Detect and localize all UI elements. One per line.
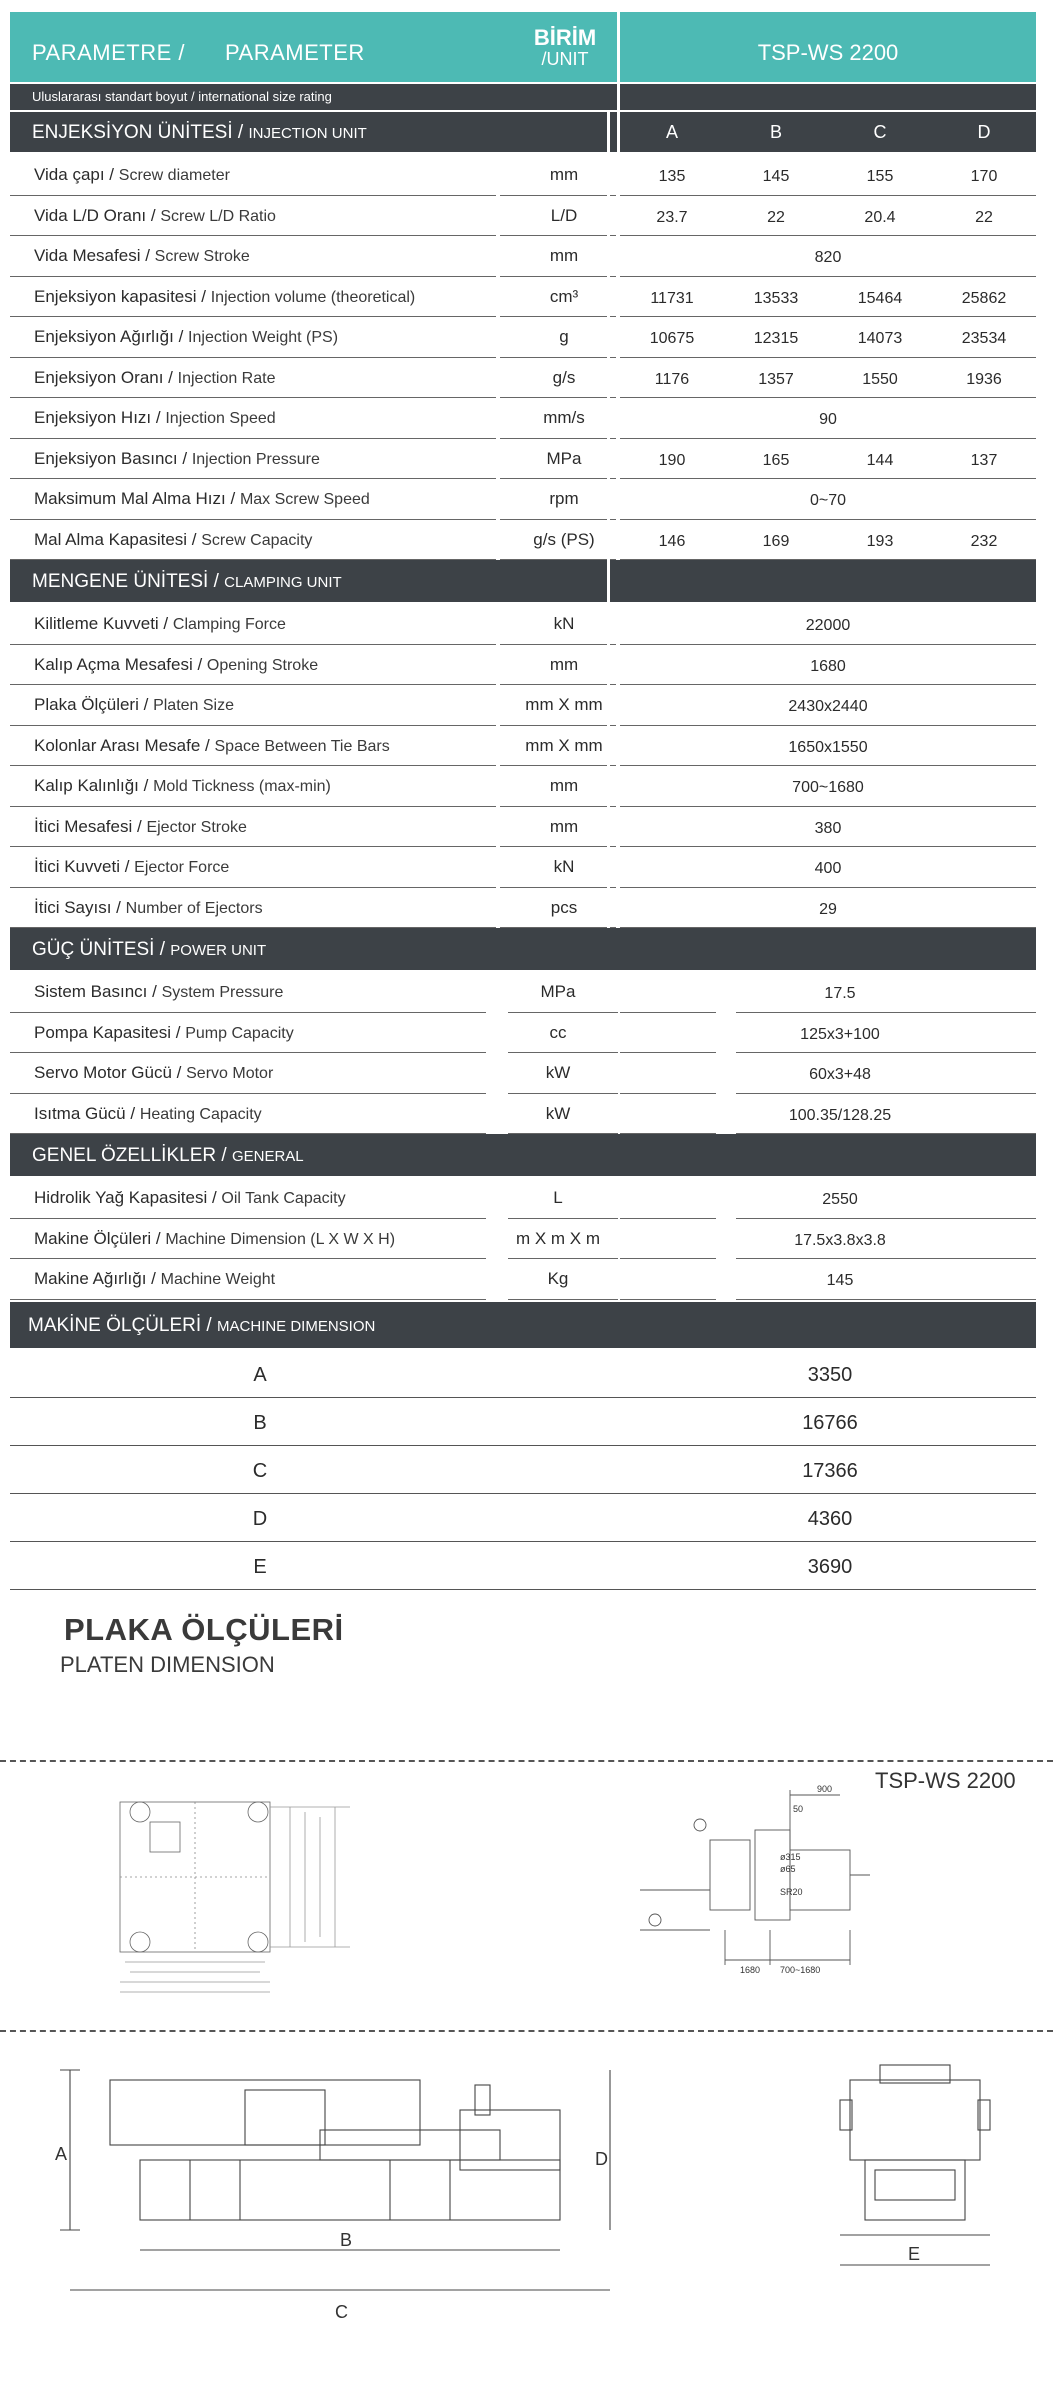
unit-value: mm/s xyxy=(543,408,585,427)
param-label-en: Machine Dimension (L X W X H) xyxy=(165,1230,396,1248)
dimension-row xyxy=(10,1398,1036,1446)
param-label xyxy=(34,736,390,756)
param-label xyxy=(34,982,283,1002)
spec-value: 145 xyxy=(826,1272,854,1289)
param-label xyxy=(34,287,415,307)
general-title-tr: GENEL ÖZELLİKLER / xyxy=(32,1145,227,1166)
spec-row xyxy=(10,685,1036,726)
spec-value: 137 xyxy=(970,451,998,469)
label-700: 700~1680 xyxy=(780,1965,821,1975)
param-label xyxy=(34,165,230,185)
param-label-en: Injection Speed xyxy=(165,410,276,427)
unit-value: mm xyxy=(549,165,579,184)
param-label-tr: Enjeksiyon Basıncı / xyxy=(34,448,188,468)
unit-header xyxy=(515,25,615,69)
param-header xyxy=(32,40,365,66)
param-label-tr: Plaka Ölçüleri / xyxy=(34,695,149,714)
spec-value: 23.7 xyxy=(656,208,688,226)
param-label-tr: Kilitleme Kuvveti / xyxy=(34,614,169,633)
spec-row xyxy=(10,1053,1036,1094)
unit-value: g/s xyxy=(552,367,576,387)
unit-value: kW xyxy=(545,1103,571,1123)
unit-value: g/s (PS) xyxy=(533,529,595,549)
section-injection xyxy=(10,112,1036,152)
spec-row xyxy=(10,196,1036,237)
spec-row xyxy=(10,1094,1036,1135)
spec-row xyxy=(10,726,1036,767)
spec-row xyxy=(10,972,1036,1013)
param-label-en: Opening Stroke xyxy=(206,656,319,674)
param-label-tr: Servo Motor Gücü / xyxy=(34,1063,182,1082)
spec-value: 1680 xyxy=(810,657,846,675)
unit-value: cm³ xyxy=(549,286,579,306)
unit-value: mm xyxy=(549,654,579,674)
spec-value: 100.35/128.25 xyxy=(788,1106,892,1124)
spec-value: 13533 xyxy=(753,289,799,307)
section-clamping xyxy=(10,560,1036,602)
spec-value: 400 xyxy=(814,860,842,877)
spec-value: 820 xyxy=(814,249,842,266)
dim-label-c: C xyxy=(335,2302,348,2322)
spec-row xyxy=(10,479,1036,520)
param-label-en: Injection volume (theoretical) xyxy=(210,288,416,306)
param-label xyxy=(34,776,331,796)
param-label-tr: Enjeksiyon Ağırlığı / xyxy=(34,327,184,346)
clamping-title-tr: MENGENE ÜNİTESİ / xyxy=(32,571,219,592)
machine-side-drawing xyxy=(50,2060,630,2340)
spec-row xyxy=(10,439,1036,480)
dimension-key: C xyxy=(252,1460,268,1482)
spec-value: 1357 xyxy=(758,370,794,388)
clamping-title-en: CLAMPING UNIT xyxy=(224,574,342,591)
spec-value: 380 xyxy=(814,819,842,837)
spec-row xyxy=(10,277,1036,318)
spec-row xyxy=(10,155,1036,196)
unit-value: mm xyxy=(549,246,579,265)
unit-value: mm X mm xyxy=(525,735,603,755)
spec-value: 22 xyxy=(767,208,785,226)
param-label xyxy=(34,1023,294,1043)
param-label-en: Screw Capacity xyxy=(201,531,313,549)
dimension-row xyxy=(10,1542,1036,1590)
spec-row xyxy=(10,1178,1036,1219)
param-label-en: Heating Capacity xyxy=(139,1105,262,1123)
spec-value: 22 xyxy=(975,208,993,226)
machine-dimension-title-tr: MAKİNE ÖLÇÜLERİ / xyxy=(28,1315,212,1336)
param-label-en: Screw diameter xyxy=(118,167,230,184)
param-label-en: System Pressure xyxy=(161,984,284,1001)
param-label-en: Servo Motor xyxy=(186,1065,274,1082)
power-title-tr: GÜÇ ÜNİTESİ / xyxy=(32,939,166,960)
param-label xyxy=(34,1229,395,1249)
spec-value: 14073 xyxy=(857,330,903,347)
unit-value: cc xyxy=(549,1022,567,1042)
spec-value: 1650x1550 xyxy=(788,738,868,756)
param-tr: PARAMETRE / xyxy=(32,40,186,65)
spec-row xyxy=(10,398,1036,439)
spec-value: 169 xyxy=(762,532,790,550)
label-sr20: SR20 xyxy=(780,1887,803,1897)
label-1680: 1680 xyxy=(740,1965,761,1975)
param-label-tr: Kalıp Açma Mesafesi / xyxy=(34,654,203,674)
dim-label-e: E xyxy=(908,2244,921,2264)
param-label-tr: İtici Sayısı / xyxy=(34,897,121,917)
spec-value: 165 xyxy=(762,451,790,469)
spec-value: 22000 xyxy=(805,617,851,634)
spec-value: 11731 xyxy=(650,289,694,307)
dimension-value: 17366 xyxy=(802,1460,858,1482)
param-label-tr: Vida çapı / xyxy=(34,165,115,184)
table-header xyxy=(10,12,1036,82)
param-label-tr: Isıtma Gücü / xyxy=(34,1103,136,1123)
divider xyxy=(0,2030,1053,2032)
spec-row xyxy=(10,1219,1036,1260)
unit-value: L/D xyxy=(550,205,578,225)
param-label xyxy=(34,1269,275,1289)
param-label-en: Injection Rate xyxy=(177,369,276,387)
spec-value: 0~70 xyxy=(809,492,847,509)
param-label-en: Clamping Force xyxy=(172,616,286,633)
spec-value: 25862 xyxy=(961,289,1007,307)
spec-value: 144 xyxy=(866,451,894,469)
param-label xyxy=(34,655,318,675)
param-label-tr: Sistem Basıncı / xyxy=(34,982,157,1001)
param-label-en: Machine Weight xyxy=(160,1271,276,1288)
spec-value: 15464 xyxy=(857,289,903,307)
param-label xyxy=(34,327,338,347)
spec-value: 193 xyxy=(866,532,894,550)
unit-value: mm X mm xyxy=(525,695,603,714)
machine-front-drawing xyxy=(820,2060,1010,2330)
param-label-en: Oil Tank Capacity xyxy=(221,1190,346,1207)
param-label xyxy=(34,246,250,266)
injection-title-tr: ENJEKSİYON ÜNİTESİ / xyxy=(32,122,244,143)
dimension-key: B xyxy=(253,1412,267,1434)
param-label-tr: Makine Ağırlığı / xyxy=(34,1269,156,1288)
unit-value: pcs xyxy=(550,897,578,917)
spec-value: 146 xyxy=(658,532,686,550)
spec-value: 17.5 xyxy=(824,985,856,1002)
dimension-row xyxy=(10,1494,1036,1542)
col-a: A xyxy=(665,122,678,142)
param-label-tr: İtici Mesafesi / xyxy=(34,816,142,836)
spec-row xyxy=(10,236,1036,277)
col-d: D xyxy=(977,122,991,142)
platen-model: TSP-WS 2200 xyxy=(875,1768,1016,1793)
param-label-tr: Vida L/D Oranı / xyxy=(34,205,156,225)
param-label-tr: Enjeksiyon kapasitesi / xyxy=(34,286,206,306)
dimension-row xyxy=(10,1446,1036,1494)
param-label-en: Screw Stroke xyxy=(154,248,250,265)
spec-row xyxy=(10,807,1036,848)
unit-value: kW xyxy=(545,1063,571,1082)
divider xyxy=(0,1760,1053,1762)
spec-row xyxy=(10,317,1036,358)
spec-row xyxy=(10,520,1036,561)
unit-value: kN xyxy=(553,614,575,633)
subheader xyxy=(10,84,1036,110)
spec-value: 232 xyxy=(970,532,998,550)
spec-row xyxy=(10,604,1036,645)
spec-value: 170 xyxy=(970,168,998,185)
param-label-en: Pump Capacity xyxy=(185,1024,294,1042)
dimension-value: 3350 xyxy=(807,1364,853,1386)
param-label-tr: Vida Mesafesi / xyxy=(34,246,150,265)
spec-value: 23534 xyxy=(961,330,1007,347)
param-label xyxy=(34,1063,273,1083)
param-label xyxy=(34,1188,346,1208)
spec-value: 135 xyxy=(658,168,686,185)
col-c: C xyxy=(873,122,887,142)
section-general xyxy=(10,1134,1036,1176)
spec-row xyxy=(10,847,1036,888)
spec-value: 12315 xyxy=(753,330,799,347)
spec-value: 700~1680 xyxy=(792,779,864,796)
dim-label-d: D xyxy=(595,2149,608,2169)
param-label-en: Injection Pressure xyxy=(191,450,320,468)
dimension-value: 3690 xyxy=(807,1556,853,1578)
general-title-en: GENERAL xyxy=(231,1148,304,1165)
param-label-tr: Maksimum Mal Alma Hızı / xyxy=(34,489,236,508)
section-power xyxy=(10,928,1036,970)
unit-value: g xyxy=(559,327,569,346)
section-machine-dimension xyxy=(10,1302,1036,1348)
injection-title-en: INJECTION UNIT xyxy=(248,125,367,142)
param-label-tr: İtici Kuvveti / xyxy=(34,857,130,876)
unit-value: rpm xyxy=(549,489,579,508)
unit-value: mm xyxy=(549,776,579,795)
dim-label-a: A xyxy=(55,2144,68,2164)
stroke-drawing xyxy=(630,1780,890,1990)
platen-drawing xyxy=(110,1782,370,2002)
param-label xyxy=(34,695,234,715)
spec-value: 20.4 xyxy=(864,208,896,226)
param-label-tr: Mal Alma Kapasitesi / xyxy=(34,529,197,549)
param-label-tr: Enjeksiyon Oranı / xyxy=(34,367,173,387)
param-label-en: Injection Weight (PS) xyxy=(188,329,339,346)
spec-value: 2550 xyxy=(822,1191,858,1208)
param-label-en: Platen Size xyxy=(153,697,234,714)
spec-value: 1936 xyxy=(966,370,1002,388)
spec-value: 190 xyxy=(658,451,686,469)
spec-value: 2430x2440 xyxy=(788,698,868,715)
param-label xyxy=(34,857,229,877)
param-label-tr: Kalıp Kalınlığı / xyxy=(34,776,149,795)
param-label-tr: Enjeksiyon Hızı / xyxy=(34,408,161,427)
spec-value: 17.5x3.8x3.8 xyxy=(794,1231,886,1249)
unit-tr: BİRİM xyxy=(533,25,597,50)
dim-label-b: B xyxy=(340,2230,353,2250)
param-label-tr: Hidrolik Yağ Kapasitesi / xyxy=(34,1188,217,1207)
param-label-tr: Pompa Kapasitesi / xyxy=(34,1022,181,1042)
label-d315: ø315 xyxy=(780,1852,801,1862)
param-label-en: Ejector Force xyxy=(134,859,230,876)
dimension-key: E xyxy=(253,1556,267,1578)
unit-value: Kg xyxy=(547,1269,569,1288)
subheader-text: Uluslararası standart boyut / international size rating xyxy=(32,89,332,104)
param-label-tr: Kolonlar Arası Mesafe / xyxy=(34,735,210,755)
unit-value: mm xyxy=(549,816,579,836)
param-label-en: Mold Tickness (max-min) xyxy=(153,778,331,795)
dimension-key: A xyxy=(253,1364,267,1386)
spec-row xyxy=(10,766,1036,807)
spec-row xyxy=(10,1013,1036,1054)
spec-value: 29 xyxy=(819,900,837,918)
label-50: 50 xyxy=(793,1804,804,1814)
param-label-en: Space Between Tie Bars xyxy=(214,737,390,755)
param-label xyxy=(34,817,247,837)
param-label xyxy=(34,206,276,226)
dimension-value: 16766 xyxy=(802,1412,858,1434)
platen-title: PLAKA ÖLÇÜLERİ xyxy=(64,1612,344,1647)
param-label-en: Screw L/D Ratio xyxy=(160,207,276,225)
param-label xyxy=(34,489,370,509)
param-label-en: Ejector Stroke xyxy=(146,818,247,836)
spec-value: 145 xyxy=(762,168,790,185)
spec-row xyxy=(10,645,1036,686)
param-label xyxy=(34,614,286,634)
param-label-en: Number of Ejectors xyxy=(125,899,263,917)
model-header: TSP-WS 2200 xyxy=(757,40,899,65)
unit-value: MPa xyxy=(540,982,576,1001)
spec-value: 1550 xyxy=(862,370,898,388)
power-title-en: POWER UNIT xyxy=(170,942,267,959)
param-label xyxy=(34,1104,262,1124)
dimension-key: D xyxy=(252,1508,268,1530)
unit-en: /UNIT xyxy=(541,49,589,69)
machine-dimension-title-en: MACHINE DIMENSION xyxy=(217,1318,376,1335)
spec-value: 1176 xyxy=(654,370,690,388)
label-900: 900 xyxy=(817,1784,833,1794)
spec-row xyxy=(10,1259,1036,1300)
param-label xyxy=(34,530,312,550)
spec-value: 60x3+48 xyxy=(809,1066,871,1083)
spec-row xyxy=(10,358,1036,399)
spec-value: 125x3+100 xyxy=(800,1025,880,1043)
param-label xyxy=(34,449,320,469)
spec-row xyxy=(10,888,1036,929)
unit-value: kN xyxy=(553,857,575,876)
spec-value: 10675 xyxy=(649,330,695,347)
spec-value: 155 xyxy=(866,168,894,185)
param-label-en: Max Screw Speed xyxy=(239,491,370,508)
unit-value: m X m X m xyxy=(515,1228,601,1248)
param-en: PARAMETER xyxy=(225,40,365,65)
unit-value: MPa xyxy=(546,448,582,468)
col-b: B xyxy=(769,122,782,142)
dimension-value: 4360 xyxy=(807,1508,853,1530)
unit-value: L xyxy=(553,1188,563,1207)
label-d65: ø65 xyxy=(780,1864,796,1874)
param-label-tr: Makine Ölçüleri / xyxy=(34,1228,161,1248)
param-label xyxy=(34,408,276,428)
dimension-row xyxy=(10,1350,1036,1398)
param-label xyxy=(34,898,263,918)
spec-value: 90 xyxy=(819,411,837,428)
param-label xyxy=(34,368,275,388)
platen-subtitle: PLATEN DIMENSION xyxy=(60,1652,275,1677)
